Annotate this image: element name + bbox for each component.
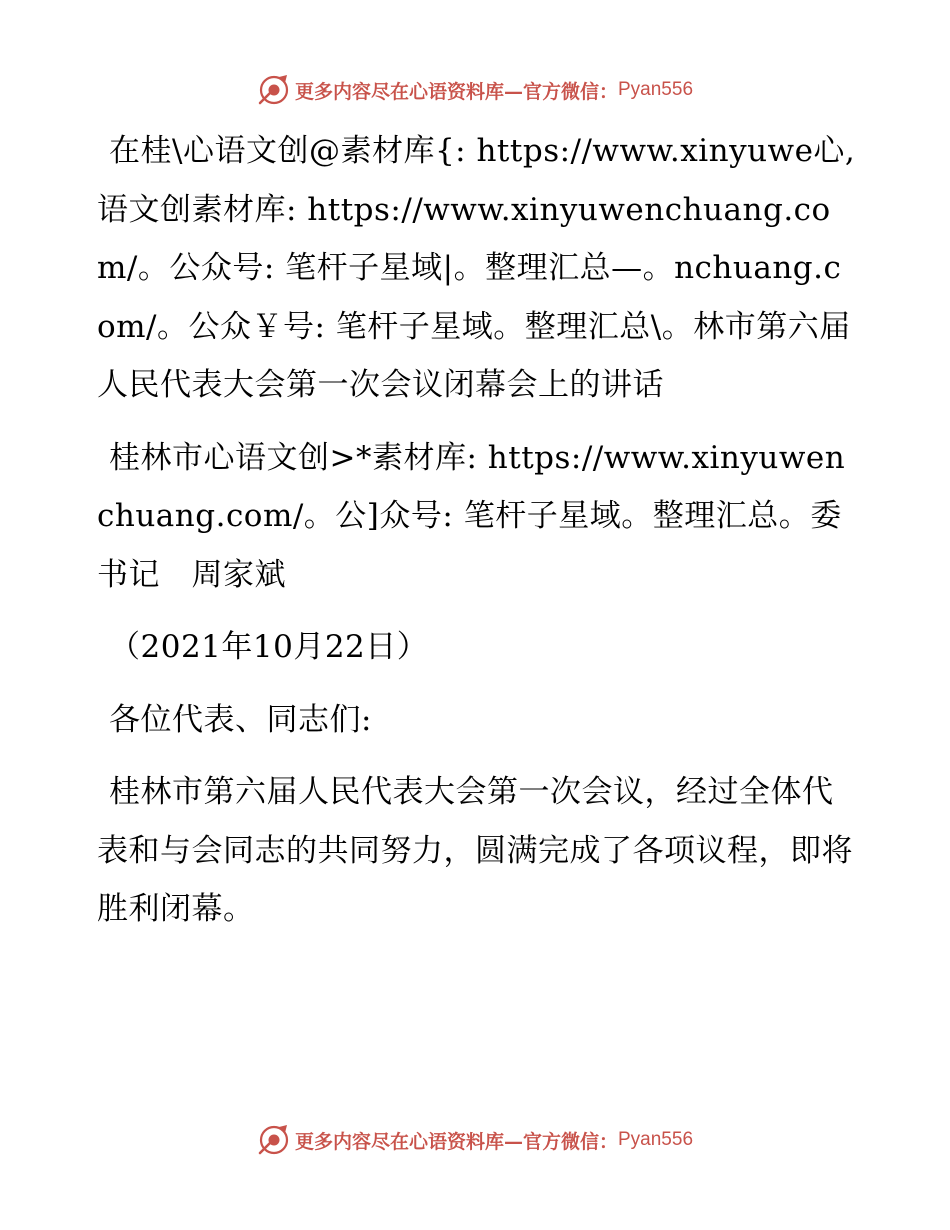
header-banner: [0, 70, 950, 110]
quill-logo-icon: [257, 1123, 291, 1157]
paragraph-author-line: 桂林市心语文创>*素材库: https://www.xinyuwenchuang.com/。公]众号: 笔杆子星域。整理汇总。委书记 周家斌: [97, 439, 846, 593]
document-body: [97, 122, 857, 939]
header-banner-text: 更多内容尽在心语资料库—官方微信：: [294, 80, 618, 103]
paragraph-date: （2021年10月22日）: [109, 629, 429, 665]
quill-logo-icon: [257, 73, 291, 107]
footer-banner: [0, 1120, 950, 1160]
paragraph-opening: 桂林市第六届人民代表大会第一次会议，经过全体代表和与会同志的共同努力，圆满完成了各项议程，即将胜利闭幕。: [97, 774, 853, 927]
paragraph-title-block: 在桂\心语文创@素材库{: https://www.xinyuwe心,语文创素材库: https://www.xinyuwenchuang.com/。公众号: 笔杆子星域|。整理汇总—。nchuang.com/。公众￥号: 笔杆子星域。整理汇总\。林市第六届人民代表大会第一次会议闭幕会上的讲话: [97, 133, 856, 403]
paragraph-salutation: 各位代表、同志们:: [109, 701, 372, 738]
footer-banner-text: 更多内容尽在心语资料库—官方微信：: [294, 1130, 618, 1153]
header-banner-wechat-id: Pyan556: [618, 79, 694, 100]
footer-banner-wechat-id: Pyan556: [618, 1129, 694, 1150]
